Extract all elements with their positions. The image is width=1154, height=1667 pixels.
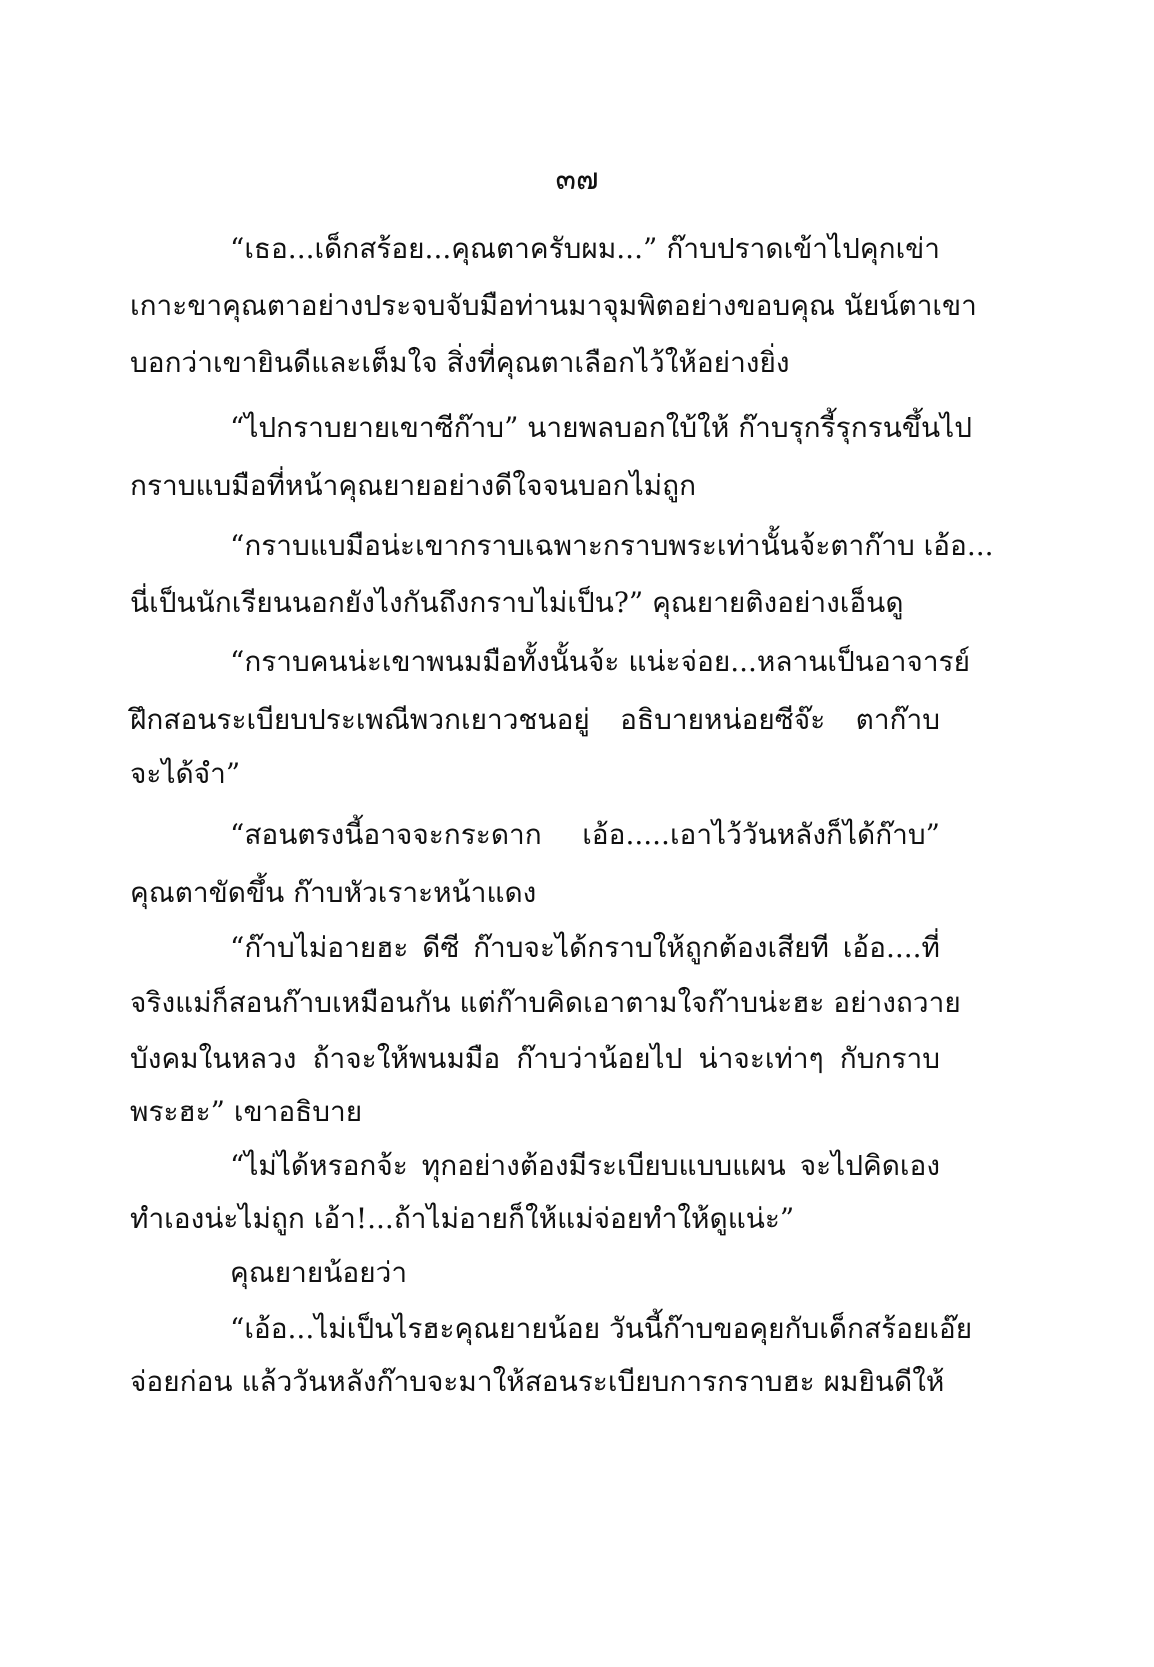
- text-line-17: “ไม่ได้หรอกจ้ะ ทุกอย่างต้องมีระเบียบแบบแผน จะไปคิดเอง: [230, 1149, 940, 1182]
- text-line-2: เกาะขาคุณตาอย่างประจบจับมือท่านมาจุมพิตอย่างขอบคุณ นัยน์ตาเขา: [130, 289, 977, 322]
- text-line-21: จ่อยก่อน แล้ววันหลังก๊าบจะมาให้สอนระเบียบการกราบฮะ ผมยินดีให้: [130, 1365, 945, 1398]
- text-line-1: “เธอ...เด็กสร้อย...คุณตาครับผม...” ก๊าบปราดเข้าไปคุกเข่า: [230, 232, 940, 265]
- page-number: ๓๗: [555, 162, 599, 197]
- text-line-9: ฝึกสอนระเบียบประเพณีพวกเยาวชนอยู่ อธิบายหน่อยซีจ๊ะ ตาก๊าบ: [130, 703, 940, 736]
- text-line-7: นี่เป็นนักเรียนนอกยังไงกันถึงกราบไม่เป็น?” คุณยายติงอย่างเอ็นดู: [130, 586, 904, 619]
- text-line-6: “กราบแบมือน่ะเขากราบเฉพาะกราบพระเท่านั้นจ้ะตาก๊าบ เอ้อ...: [230, 529, 994, 562]
- text-line-14: จริงแม่ก็สอนก๊าบเหมือนกัน แต่ก๊าบคิดเอาตามใจก๊าบน่ะฮะ อย่างถวาย: [130, 986, 961, 1019]
- text-line-15: บังคมในหลวง ถ้าจะให้พนมมือ ก๊าบว่าน้อยไป น่าจะเท่าๆ กับกราบ: [130, 1042, 940, 1075]
- text-line-20: “เอ้อ...ไม่เป็นไรฮะคุณยายน้อย วันนี้ก๊าบขอคุยกับเด็กสร้อยเอ๊ย: [230, 1312, 973, 1345]
- text-line-19: คุณยายน้อยว่า: [230, 1256, 408, 1289]
- text-line-16: พระฮะ” เขาอธิบาย: [130, 1095, 363, 1128]
- text-line-4: “ไปกราบยายเขาซีก๊าบ” นายพลบอกใบ้ให้ ก๊าบรุกรี้รุกรนขึ้นไป: [230, 411, 972, 444]
- text-line-8: “กราบคนน่ะเขาพนมมือทั้งนั้นจ้ะ แน่ะจ่อย...หลานเป็นอาจารย์: [230, 645, 971, 678]
- text-line-13: “ก๊าบไม่อายฮะ ดีซี ก๊าบจะได้กราบให้ถูกต้องเสียที เอ้อ....ที่: [230, 931, 940, 964]
- text-line-11: “สอนตรงนี้อาจจะกระดาก เอ้อ.....เอาไว้วันหลังก็ได้ก๊าบ”: [230, 818, 940, 851]
- text-line-18: ทำเองน่ะไม่ถูก เอ้า!...ถ้าไม่อายก็ให้แม่จ่อยทำให้ดูแน่ะ”: [130, 1202, 795, 1235]
- text-line-5: กราบแบมือที่หน้าคุณยายอย่างดีใจจนบอกไม่ถูก: [130, 469, 697, 502]
- text-line-12: คุณตาขัดขึ้น ก๊าบหัวเราะหน้าแดง: [130, 876, 537, 909]
- text-line-3: บอกว่าเขายินดีและเต็มใจ สิ่งที่คุณตาเลือกไว้ให้อย่างยิ่ง: [130, 346, 790, 379]
- text-line-10: จะได้จำ”: [130, 757, 241, 790]
